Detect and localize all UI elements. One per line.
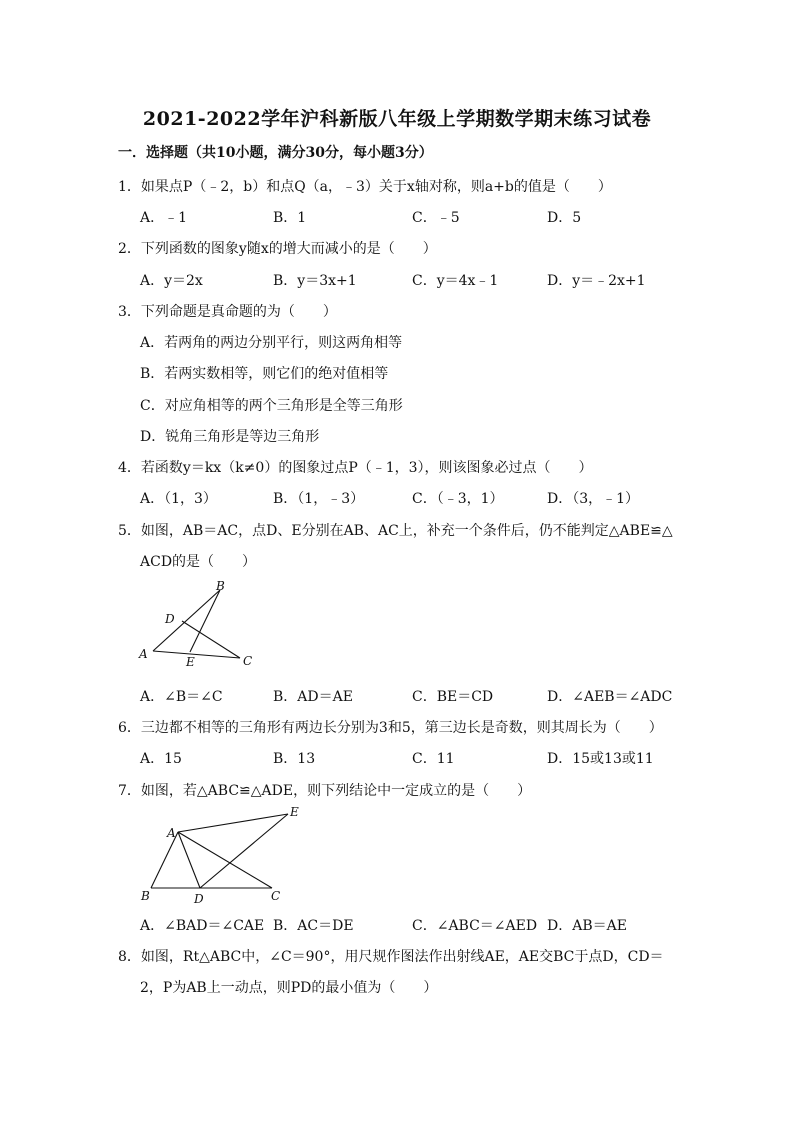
question-2-option-c[interactable]: C．y＝4x﹣1 xyxy=(412,273,499,289)
question-5-stem-cont: ACD的是（ ） xyxy=(140,554,257,570)
question-4-option-c[interactable]: C．（﹣3，1） xyxy=(412,491,504,507)
question-7-option-d[interactable]: D．AB＝AE xyxy=(547,918,627,934)
question-2-stem: 2．下列函数的图象y随x的增大而减小的是（ ） xyxy=(118,241,437,257)
question-6-option-c[interactable]: C．11 xyxy=(412,751,455,767)
label-b: B xyxy=(141,889,150,903)
question-5-options xyxy=(140,686,700,708)
question-5-option-b[interactable]: B．AD＝AE xyxy=(273,689,353,705)
question-1-options xyxy=(140,207,700,229)
question-7-option-b[interactable]: B．AC＝DE xyxy=(273,918,354,934)
question-3-option-b[interactable]: B．若两实数相等，则它们的绝对值相等 xyxy=(140,366,389,382)
question-8-stem-cont: 2，P为AB上一动点，则PD的最小值为（ ） xyxy=(140,980,438,996)
question-7-options xyxy=(140,915,700,937)
label-c: C xyxy=(271,889,281,903)
question-6-option-a[interactable]: A．15 xyxy=(140,751,182,767)
segment-dc xyxy=(182,621,240,658)
segment-de xyxy=(200,814,288,888)
question-5-stem: 5．如图，AB＝AC，点D、E分别在AB、AC上，补充一个条件后，仍不能判定△ABE≌△ xyxy=(118,523,673,539)
question-1-option-c[interactable]: C．﹣5 xyxy=(412,210,460,226)
question-6-option-d[interactable]: D．15或13或11 xyxy=(547,751,654,767)
question-6-options xyxy=(140,748,700,770)
question-1-option-d[interactable]: D．5 xyxy=(547,210,582,226)
segment-ab xyxy=(153,590,220,651)
question-7-option-a[interactable]: A．∠BAD＝∠CAE xyxy=(140,918,265,934)
question-7-option-c[interactable]: C．∠ABC＝∠AED xyxy=(412,918,538,934)
page-title: 2021-2022学年沪科新版八年级上学期数学期末练习试卷 xyxy=(142,108,652,130)
label-d: D xyxy=(194,892,204,906)
question-4-option-b[interactable]: B．（1，﹣3） xyxy=(273,491,365,507)
label-a: A xyxy=(167,826,176,840)
segment-ac xyxy=(153,651,240,658)
question-1-option-a[interactable]: A．﹣1 xyxy=(140,210,188,226)
question-4-option-d[interactable]: D．（3，﹣1） xyxy=(547,491,640,507)
question-3-option-c[interactable]: C．对应角相等的两个三角形是全等三角形 xyxy=(140,398,403,414)
question-3-option-d[interactable]: D．锐角三角形是等边三角形 xyxy=(140,429,320,445)
question-6-stem: 6．三边都不相等的三角形有两边长分别为3和5，第三边长是奇数，则其周长为（ ） xyxy=(118,720,663,736)
question-4-option-a[interactable]: A．（1，3） xyxy=(140,491,217,507)
segment-ad xyxy=(178,832,200,888)
label-d: D xyxy=(165,612,175,626)
question-5-option-c[interactable]: C．BE＝CD xyxy=(412,689,494,705)
question-7-stem: 7．如图，若△ABC≌△ADE，则下列结论中一定成立的是（ ） xyxy=(118,783,532,799)
segment-ac xyxy=(178,832,272,888)
question-2-option-a[interactable]: A．y＝2x xyxy=(140,273,203,289)
question-8-stem: 8．如图，Rt△ABC中，∠C＝90°，用尺规作图法作出射线AE，AE交BC于点D，CD＝ xyxy=(118,949,664,965)
label-c: C xyxy=(243,654,253,668)
segment-ab xyxy=(151,832,178,888)
question-1-stem: 1．如果点P（﹣2，b）和点Q（a，﹣3）关于x轴对称，则a+b的值是（ ） xyxy=(118,179,612,195)
question-5-figure xyxy=(136,578,266,670)
label-e: E xyxy=(290,805,299,819)
section-heading: 一．选择题（共10小题，满分30分，每小题3分） xyxy=(118,145,433,161)
question-1-option-b[interactable]: B．1 xyxy=(273,210,307,226)
question-3-stem: 3．下列命题是真命题的为（ ） xyxy=(118,304,337,320)
label-a: A xyxy=(139,647,148,661)
segment-ae xyxy=(178,814,288,832)
question-6-option-b[interactable]: B．13 xyxy=(273,751,316,767)
label-e: E xyxy=(186,655,195,669)
question-5-option-a[interactable]: A．∠B＝∠C xyxy=(140,689,223,705)
question-4-stem: 4．若函数y＝kx（k≠0）的图象过点P（﹣1，3），则该图象必过点（ ） xyxy=(118,460,593,476)
label-b: B xyxy=(216,579,225,593)
question-2-option-b[interactable]: B．y＝3x+1 xyxy=(273,273,357,289)
question-4-options xyxy=(140,488,700,510)
question-2-options xyxy=(140,270,700,292)
question-5-option-d[interactable]: D．∠AEB＝∠ADC xyxy=(547,689,673,705)
question-3-option-a[interactable]: A．若两角的两边分别平行，则这两角相等 xyxy=(140,335,403,351)
question-2-option-d[interactable]: D．y＝﹣2x+1 xyxy=(547,273,646,289)
question-7-figure xyxy=(136,802,306,908)
